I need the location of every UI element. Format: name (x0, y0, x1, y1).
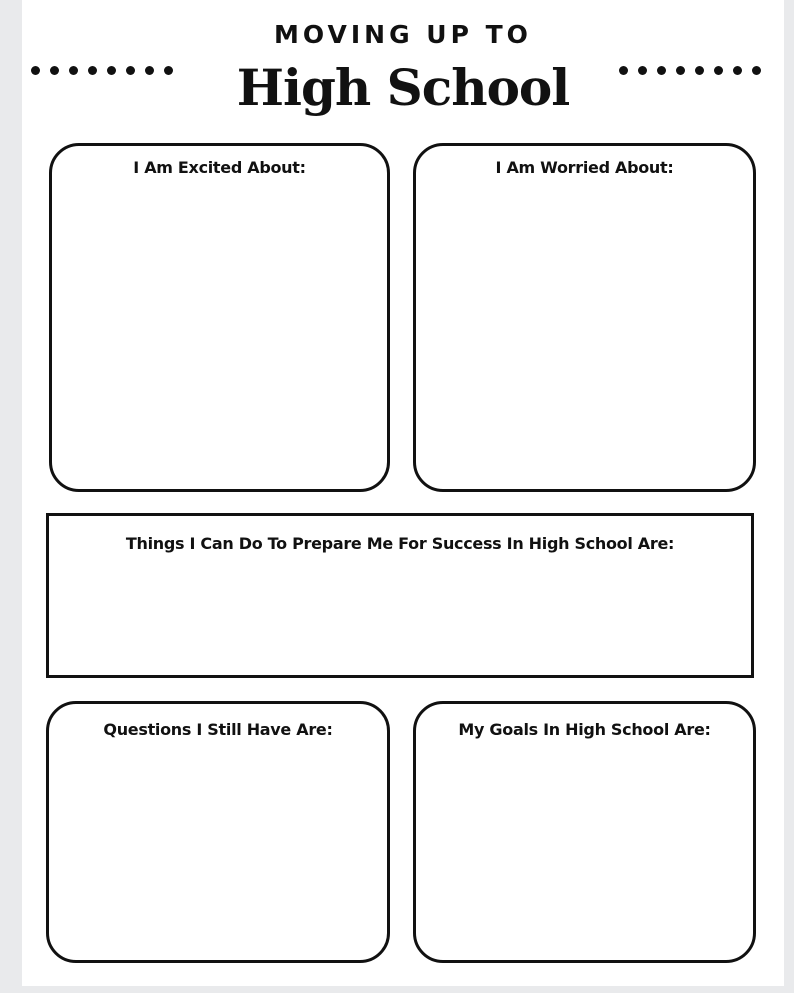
dot (657, 66, 666, 75)
worried-about-box[interactable] (413, 143, 756, 492)
goals-box[interactable] (413, 701, 756, 963)
dot (714, 66, 723, 75)
goals-label: My Goals In High School Are: (458, 720, 711, 739)
questions-box[interactable] (46, 701, 390, 963)
worksheet-page (22, 0, 784, 986)
excited-about-label: I Am Excited About: (133, 158, 306, 177)
prepare-for-success-label: Things I Can Do To Prepare Me For Success In High School Are: (125, 534, 675, 553)
worried-about-label: I Am Worried About: (495, 158, 674, 177)
excited-about-box[interactable] (49, 143, 390, 492)
questions-label: Questions I Still Have Are: (103, 720, 333, 739)
dot (695, 66, 704, 75)
prepare-for-success-box[interactable] (46, 513, 754, 678)
dot (676, 66, 685, 75)
worksheet-title: High School (236, 58, 570, 117)
dot (752, 66, 761, 75)
worksheet-subtitle: MOVING UP TO (274, 20, 532, 49)
dot (619, 66, 628, 75)
dot (733, 66, 742, 75)
dot (638, 66, 647, 75)
decorative-dots-right (619, 66, 761, 78)
